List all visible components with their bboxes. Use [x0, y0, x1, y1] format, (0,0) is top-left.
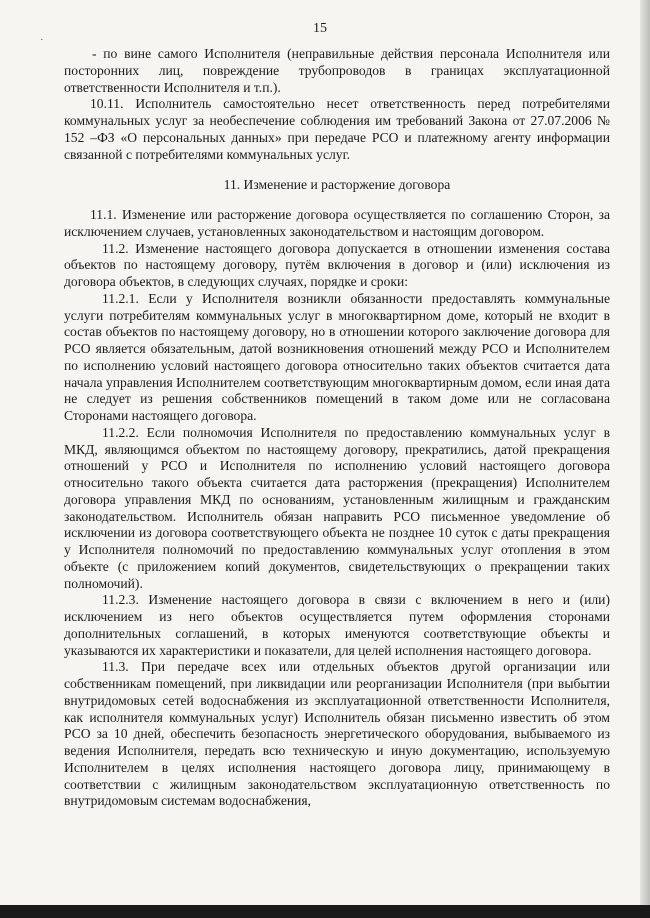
- scan-mark: ·: [40, 34, 44, 46]
- paragraph-11-3: 11.3. При передаче всех или отдельных объектов другой организации или собственникам помещений, при ликвидации или реорганизации Исполнителя (при выбытии внутридомовых сетей водоснабжения из эксплуатационной ответственности Исполнителя, как исполнителя коммунальных услуг) Исполнитель обязан письменно известить об этом РСО за 10 дней, обеспечить безопасность энергетического оборудования, выбываемого из ведения Исполнителя, передать всю техническую и иную документацию, используемую Исполнителем в целях исполнения настоящего договора лицу, принимающему в соответствии с жилищным законодательством эксплуатационную ответственность по внутридомовым системам водоснабжения,: [64, 659, 610, 809]
- section-heading: 11. Изменение и расторжение договора: [223, 177, 451, 193]
- paragraph-11-2-3: 11.2.3. Изменение настоящего договора в связи с включением в него и (или) исключением из него объектов осуществляется путем оформления сторонами дополнительных соглашений, в которых именуются соответствующие объекты и указываются их характеристики и показатели, для целей исполнения настоящего договора.: [64, 592, 610, 658]
- page-number: 15: [313, 21, 327, 36]
- paragraph-10-11: 10.11. Исполнитель самостоятельно несет ответственность перед потребителями коммунальных услуг за необеспечение соблюдения им требований Закона от 27.07.2006 № 152 –ФЗ «О персональных данных» при передаче РСО и платежному агенту информации связанной с потребителями коммунальных услуг.: [64, 96, 610, 162]
- paragraph-11-2-1: 11.2.1. Если у Исполнителя возникли обязанности предоставлять коммунальные услуги потребителям коммунальных услуг в многоквартирном доме, который не входит в состав объектов по настоящему договору, но в отношении которого заключение договора для РСО является обязательным, датой возникновения отношений между РСО и Исполнителем по исполнению условий настоящего договора относительно таких объектов считается дата начала управления Исполнителем соответствующим многоквартирным домом, если иная дата не следует из решения собственников помещений в таком доме или не согласована Сторонами настоящего договора.: [64, 290, 610, 423]
- paragraph-11-2: 11.2. Изменение настоящего договора допускается в отношении изменения состава объектов по настоящему договору, путём включения в договор и (или) исключения из договора объектов, в следующих случаях, порядке и сроки:: [64, 240, 610, 289]
- paragraph-11-1: 11.1. Изменение или расторжение договора осуществляется по соглашению Сторон, за исключением случаев, установленных законодательством и настоящим договором.: [64, 207, 610, 239]
- scan-edge: [640, 0, 650, 918]
- scan-bottom-edge: [0, 905, 650, 918]
- document-body: [64, 46, 610, 810]
- paragraph-vine: - по вине самого Исполнителя (неправильные действия персонала Исполнителя или посторонних лиц, повреждение трубопроводов в границах эксплуатационной ответственности Исполнителя и т.п.).: [64, 46, 610, 95]
- paragraph-11-2-2: 11.2.2. Если полномочия Исполнителя по предоставлению коммунальных услуг в МКД, являющимся объектом по настоящему договору, прекратились, датой прекращения отношений у РСО и Исполнителя по исполнению условий настоящего договора относительно такого объекта считается дата расторжения (прекращения) Исполнителем договора управления МКД по основаниям, установленным жилищным и гражданским законодательством. Исполнитель обязан направить РСО письменное уведомление об исключении из договора соответствующего объекта не позднее 10 суток с даты прекращения у Исполнителя полномочий по предоставлению коммунальных услуг отопления в этом объекте (с приложением копий документов, свидетельствующих о прекращении таких полномочий).: [64, 424, 610, 591]
